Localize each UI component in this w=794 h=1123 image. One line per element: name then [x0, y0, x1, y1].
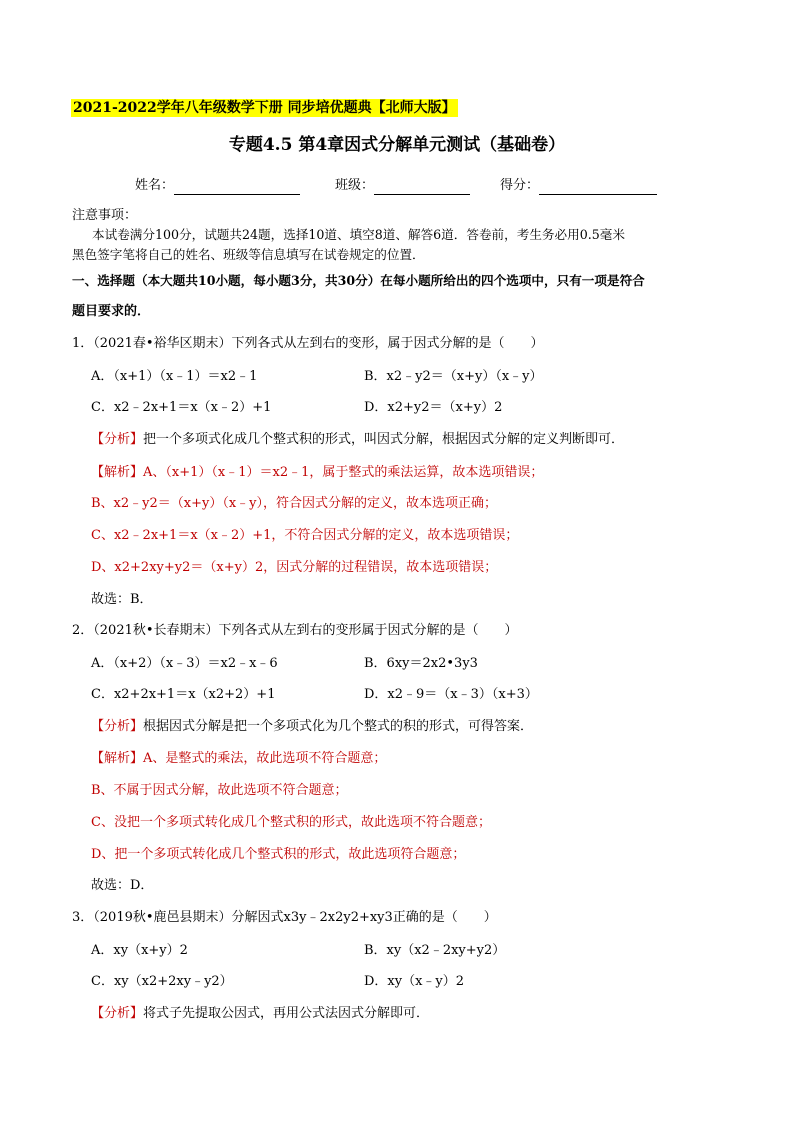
q2-solution-a	[91, 750, 386, 768]
q2-solution-d: D、把一个多项式转化成几个整式积的形式，故此选项符合题意；	[91, 847, 466, 862]
q1-solution-a	[91, 464, 543, 482]
page-title: 专题4.5 第4章因式分解单元测试（基础卷）	[228, 135, 566, 155]
series-banner: 2021-2022学年八年级数学下册 同步培优题典【北师大版】	[73, 100, 456, 116]
q1-solution-d: D、x2+2xy+y2＝（x+y）2，因式分解的过程错误，故本选项错误；	[91, 560, 498, 575]
analysis-tag: 【分析】	[91, 1006, 144, 1021]
q1-option-d: D．x2+y2＝（x+y）2	[364, 400, 503, 415]
notes-line-1: 本试卷满分100分，试题共24题，选择10道、填空8道、解答6道．答卷前，考生务必用0.5毫米	[92, 227, 625, 242]
score-label: 得分：	[500, 178, 540, 193]
q1-option-a: A．（x+1）（x﹣1）＝x2﹣1	[91, 369, 258, 384]
name-label: 姓名：	[135, 178, 175, 193]
name-blank	[174, 180, 300, 195]
score-field	[500, 177, 657, 195]
name-field	[135, 177, 300, 195]
q3-option-a: A．xy（x+y）2	[91, 943, 188, 958]
notes-line-2: 黑色签字笔将自己的姓名、班级等信息填写在试卷规定的位置．	[72, 247, 425, 262]
q2-option-a: A．（x+2）（x﹣3）＝x2﹣x﹣6	[91, 656, 278, 671]
q2-solution-c: C、没把一个多项式转化成几个整式积的形式，故此选项不符合题意；	[91, 815, 491, 830]
q1-choice: 故选：B．	[91, 592, 153, 607]
q2-solution-b: B、不属于因式分解，故此选项不符合题意；	[91, 783, 348, 798]
solution-text: A、是整式的乘法，故此选项不符合题意；	[143, 751, 387, 766]
q2-option-c: C．x2+2x+1＝x（x2+2）+1	[91, 687, 276, 702]
analysis-text: 根据因式分解是把一个多项式化为几个整式的积的形式，可得答案．	[143, 719, 534, 734]
solution-tag: 【解析】	[91, 465, 144, 480]
class-blank	[374, 180, 470, 195]
q3-option-c: C．xy（x2+2xy﹣y2）	[91, 974, 233, 989]
solution-tag: 【解析】	[91, 751, 144, 766]
q1-solution-c: C、x2﹣2x+1＝x（x﹣2）+1，不符合因式分解的定义，故本选项错误；	[91, 528, 519, 543]
q3-analysis	[91, 1005, 429, 1023]
q2-option-d: D．x2﹣9＝（x﹣3）（x+3）	[364, 687, 538, 702]
section-heading-line-1: 一、选择题（本大题共10小题，每小题3分，共30分）在每小题所给出的四个选项中，只有一项是符合	[72, 273, 645, 288]
analysis-tag: 【分析】	[91, 432, 144, 447]
analysis-text: 将式子先提取公因式，再用公式法因式分解即可．	[143, 1006, 430, 1021]
solution-text: A、（x+1）（x﹣1）＝x2﹣1，属于整式的乘法运算，故本选项错误；	[143, 465, 544, 480]
q1-option-c: C．x2﹣2x+1＝x（x﹣2）+1	[91, 400, 272, 415]
q2-analysis	[91, 718, 533, 736]
q1-option-b: B．x2﹣y2＝（x+y）（x﹣y）	[364, 369, 543, 384]
q1-analysis	[91, 431, 624, 449]
q2-option-b: B．6xy＝2x2•3y3	[364, 656, 478, 671]
q3-option-d: D．xy（x﹣y）2	[364, 974, 465, 989]
q3-option-b: B．xy（x2﹣2xy+y2）	[364, 943, 506, 958]
q1-stem: 1．（2021春•裕华区期末）下列各式从左到右的变形，属于因式分解的是（ ）	[72, 336, 544, 351]
q2-stem: 2．（2021秋•长春期末）下列各式从左到右的变形属于因式分解的是（ ）	[72, 623, 518, 638]
q2-choice: 故选：D．	[91, 878, 154, 893]
analysis-text: 把一个多项式化成几个整式积的形式，叫因式分解，根据因式分解的定义判断即可．	[143, 432, 625, 447]
q3-stem: 3．（2019秋•鹿邑县期末）分解因式x3y﹣2x2y2+xy3正确的是（ ）	[72, 910, 497, 925]
q1-solution-b: B、x2﹣y2＝（x+y）（x﹣y），符合因式分解的定义，故本选项正确；	[91, 496, 498, 511]
class-label: 班级：	[335, 178, 375, 193]
analysis-tag: 【分析】	[91, 719, 144, 734]
section-heading-line-2: 题目要求的．	[72, 304, 151, 319]
class-field	[335, 177, 470, 195]
notes-heading: 注意事项：	[72, 208, 138, 223]
score-blank	[539, 180, 657, 195]
